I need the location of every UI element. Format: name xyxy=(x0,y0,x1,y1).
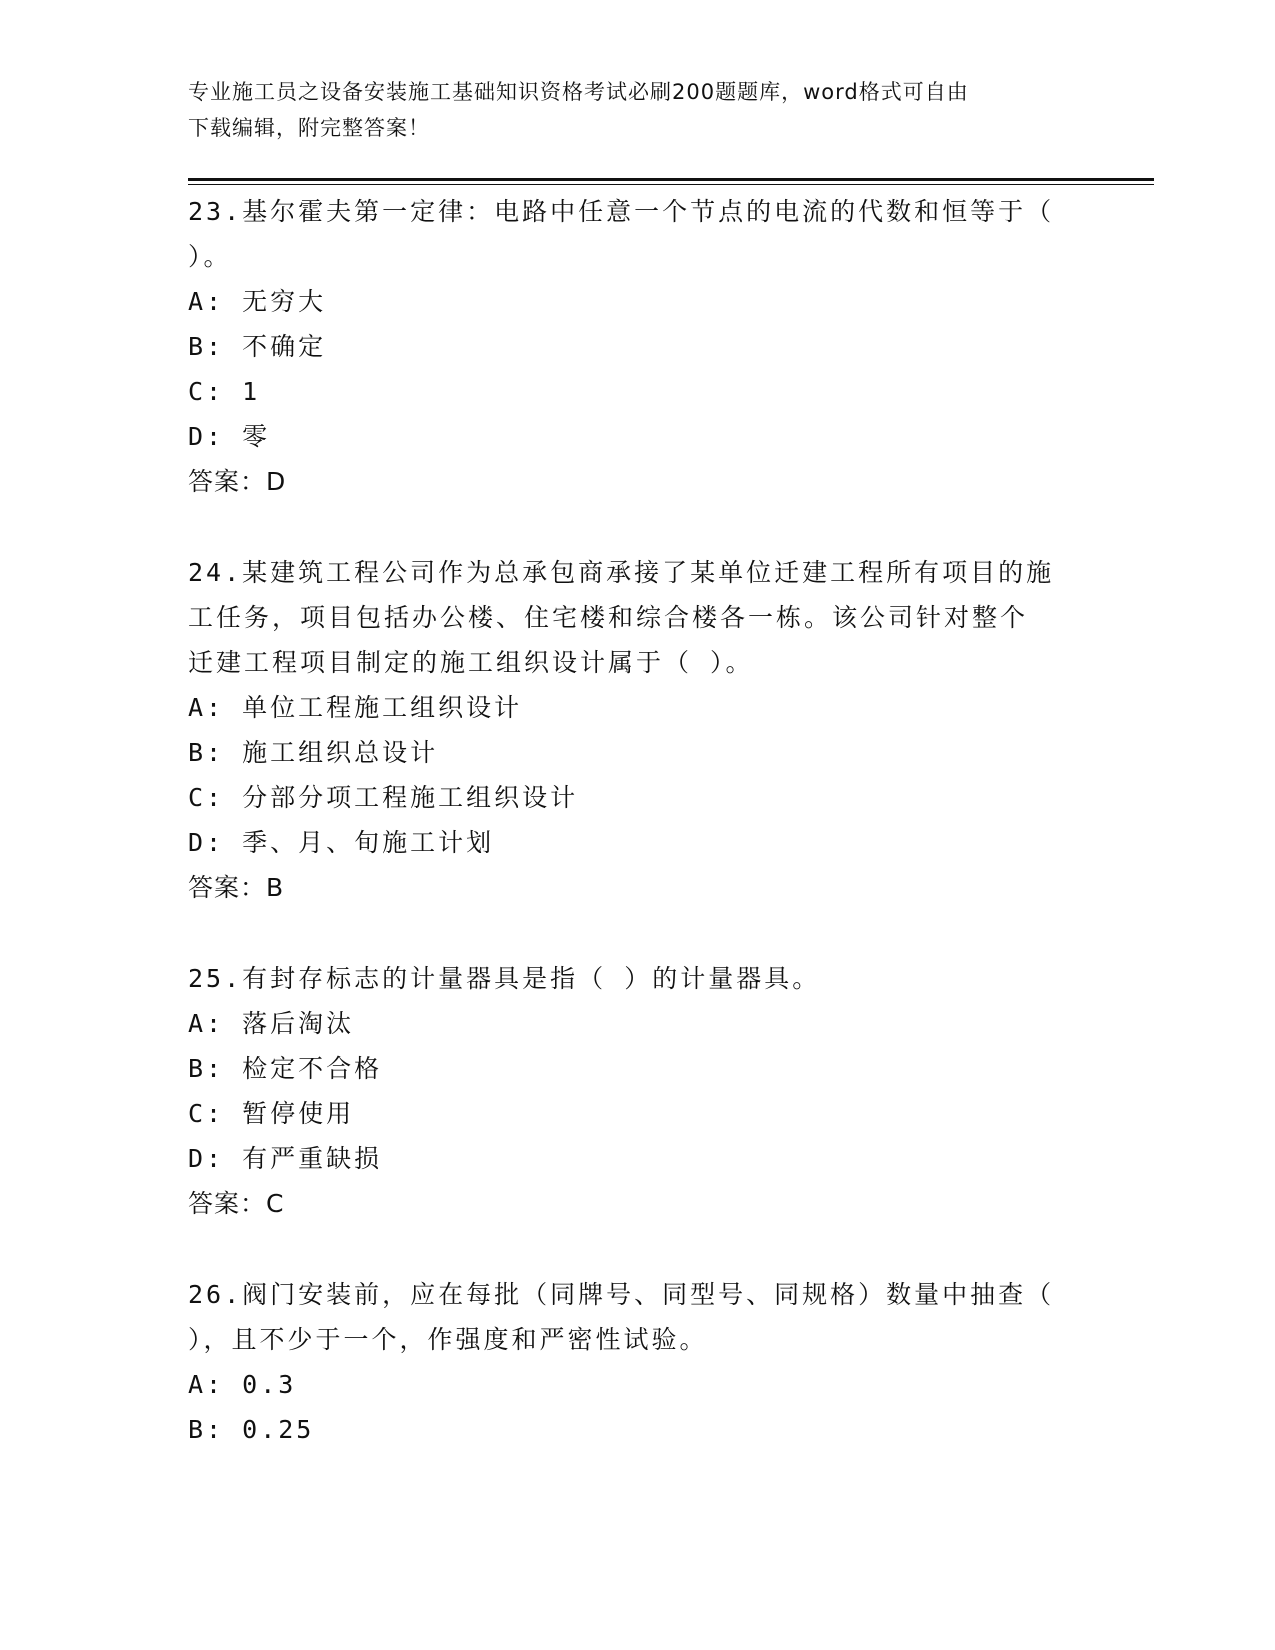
question-text: ），且不少于一个，作强度和严密性试验。 xyxy=(188,1325,708,1354)
question-text: 23.基尔霍夫第一定律：电路中任意一个节点的电流的代数和恒等于（ xyxy=(188,197,1055,226)
answer-option: B: 检定不合格 xyxy=(188,1054,383,1083)
answer-option: B: 0.25 xyxy=(188,1415,315,1444)
answer-option: B: 不确定 xyxy=(188,332,327,361)
answer-option: A: 无穷大 xyxy=(188,287,327,316)
question-text: ）。 xyxy=(188,242,232,271)
question-text: 26.阀门安装前，应在每批（同牌号、同型号、同规格）数量中抽查（ xyxy=(188,1280,1055,1309)
answer-option: A: 落后淘汰 xyxy=(188,1009,355,1038)
answer-option: D: 有严重缺损 xyxy=(188,1144,383,1173)
answer-key: 答案：D xyxy=(188,467,287,496)
header-line-1: 专业施工员之设备安装施工基础知识资格考试必刷200题题库，word格式可自由 xyxy=(188,80,969,104)
question-block xyxy=(188,956,1088,1226)
answer-option: C: 1 xyxy=(188,377,261,406)
question-list xyxy=(188,189,1088,1452)
answer-key: 答案：C xyxy=(188,1189,285,1218)
header-line-2: 下载编辑，附完整答案！ xyxy=(188,116,430,140)
answer-option: A: 0.3 xyxy=(188,1370,297,1399)
answer-option: D: 季、月、旬施工计划 xyxy=(188,828,495,857)
question-block xyxy=(188,550,1088,910)
question-text: 25.有封存标志的计量器具是指（ ）的计量器具。 xyxy=(188,964,821,993)
answer-option: A: 单位工程施工组织设计 xyxy=(188,693,523,722)
document-header xyxy=(188,74,1068,146)
question-block xyxy=(188,189,1088,504)
answer-option: B: 施工组织总设计 xyxy=(188,738,439,767)
answer-option: D: 零 xyxy=(188,422,271,451)
question-text: 工任务，项目包括办公楼、住宅楼和综合楼各一栋。该公司针对整个 xyxy=(188,603,1029,632)
answer-key: 答案：B xyxy=(188,873,285,902)
answer-option: C: 暂停使用 xyxy=(188,1099,355,1128)
header-rule-thin xyxy=(188,184,1154,185)
question-text: 24.某建筑工程公司作为总承包商承接了某单位迁建工程所有项目的施 xyxy=(188,558,1055,587)
question-block xyxy=(188,1272,1088,1452)
question-text: 迁建工程项目制定的施工组织设计属于（ ）。 xyxy=(188,648,754,677)
answer-option: C: 分部分项工程施工组织设计 xyxy=(188,783,579,812)
header-rule-thick xyxy=(188,178,1154,181)
